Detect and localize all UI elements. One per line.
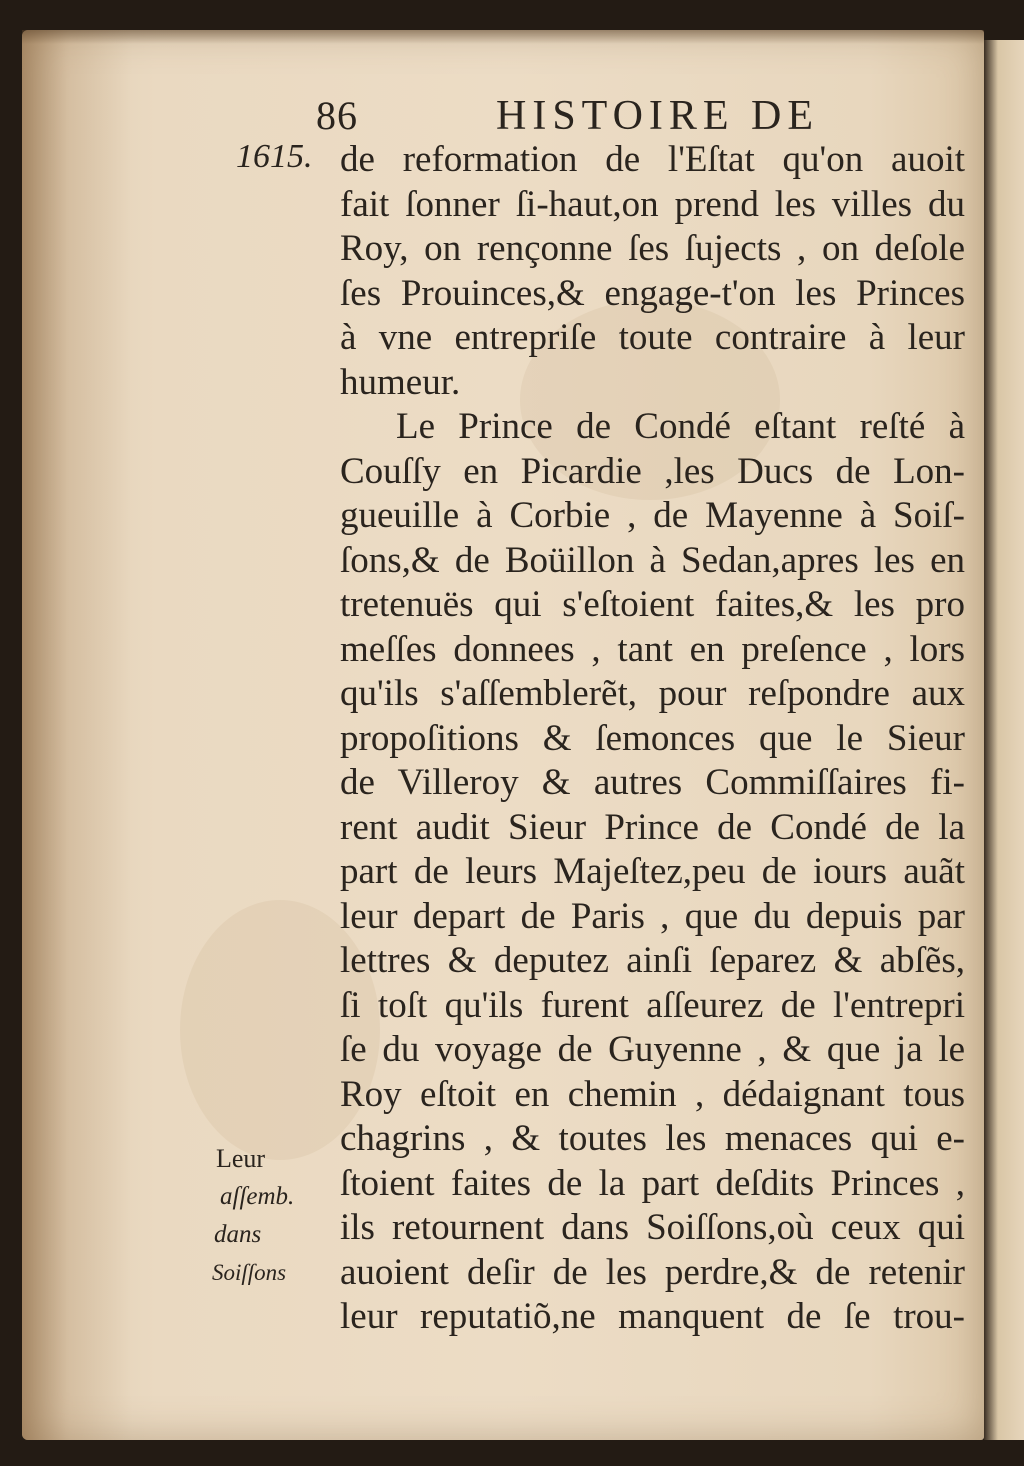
page-top-edge	[22, 30, 984, 44]
text-line: tretenuës qui s'eſtoient faites,& les pro	[340, 584, 965, 625]
page-gutter-shadow	[22, 30, 132, 1440]
text-line: Roy, on rençonne ſes ſujects , on deſole	[340, 228, 965, 269]
margin-year: 1615.	[236, 138, 313, 175]
margin-note-line: dans	[214, 1221, 262, 1248]
text-line: ils retournent dans Soiſſons,où ceux qui	[340, 1207, 965, 1248]
text-line: Couſſy en Picardie ,les Ducs de Lon-	[340, 450, 965, 492]
text-line: ſtoient faites de la part deſdits Princes ,	[340, 1162, 965, 1204]
text-line: de reformation de l'Eſtat qu'on auoit	[340, 139, 965, 180]
text-line: à vne entrepriſe toute contraire à leur	[340, 317, 965, 358]
body-text	[340, 138, 965, 1340]
text-line: de Villeroy & autres Commiſſaires fi-	[340, 762, 965, 803]
text-line: auoient deſir de les perdre,& de retenir	[340, 1251, 965, 1293]
text-line: fait ſonner ſi-haut,on prend les villes du	[340, 183, 965, 225]
text-line: gueuille à Corbie , de Mayenne à Soiſ-	[340, 495, 965, 536]
text-line: qu'ils s'aſſemblerẽt, pour reſpondre aux	[340, 673, 965, 714]
text-line: Le Prince de Condé eſtant reſté à	[396, 406, 965, 447]
text-line: ſons,& de Boüillon à Sedan,apres les en	[340, 539, 965, 581]
margin-note-line: Soiſſons	[212, 1260, 287, 1285]
text-line: propoſitions & ſemonces que le Sieur	[340, 717, 965, 759]
text-line: lettres & deputez ainſi ſeparez & abſẽs,	[340, 940, 965, 981]
text-line: meſſes donnees , tant en preſence , lors	[340, 628, 965, 670]
text-line: rent audit Sieur Prince de Condé de la	[340, 806, 965, 848]
running-title: HISTOIRE DE	[496, 93, 820, 139]
text-line: leur depart de Paris , que du depuis par	[340, 895, 965, 937]
facing-page-edge	[984, 40, 1024, 1440]
margin-note	[212, 1140, 332, 1292]
text-line: ſes Prouinces,& engage-t'on les Princes	[340, 272, 965, 314]
text-line: ſe du voyage de Guyenne , & que ja le	[340, 1029, 965, 1070]
margin-note-line: Leur	[216, 1144, 266, 1173]
text-line: chagrins , & toutes les menaces qui e-	[340, 1118, 965, 1159]
text-line: leur reputatiõ,ne manquent de ſe trou-	[340, 1296, 965, 1337]
text-line: ſi toſt qu'ils furent aſſeurez de l'entrepri	[340, 984, 965, 1026]
text-line: Roy eſtoit en chemin , dédaignant tous	[340, 1073, 965, 1115]
text-line: part de leurs Majeſtez,peu de iours auãt	[340, 851, 965, 892]
text-line: humeur.	[340, 361, 461, 403]
margin-note-line: aſſemb.	[220, 1183, 295, 1210]
page-number: 86	[316, 93, 358, 138]
